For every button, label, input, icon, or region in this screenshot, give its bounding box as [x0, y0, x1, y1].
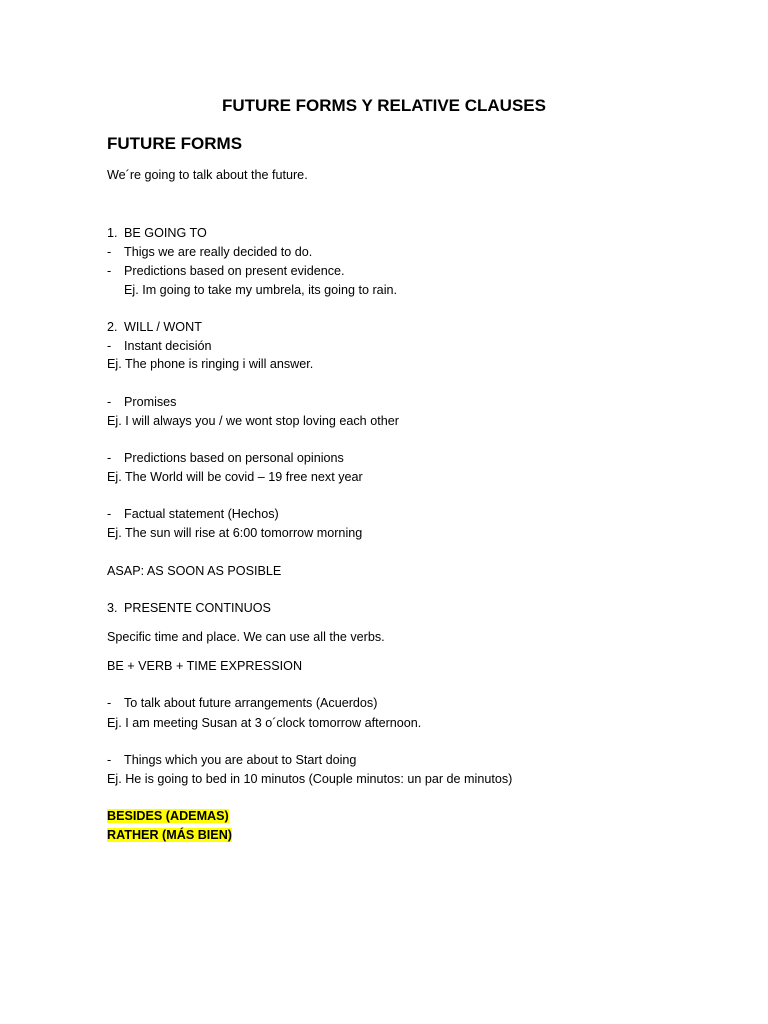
list-heading: WILL / WONT	[124, 320, 202, 334]
list-number: 2.	[107, 320, 118, 334]
bullet-dash: -	[107, 451, 112, 465]
asap-note: ASAP: AS SOON AS POSIBLE	[107, 564, 282, 578]
formula-text: BE + VERB + TIME EXPRESSION	[107, 659, 303, 673]
description-text: Specific time and place. We can use all the verbs.	[107, 630, 385, 644]
highlighted-term	[107, 808, 229, 824]
bullet-text: Instant decisión	[124, 339, 212, 353]
example-text: Ej. I am meeting Susan at 3 o´clock tomorrow afternoon.	[107, 716, 422, 730]
highlighted-term-text: BESIDES (ADEMAS)	[107, 809, 229, 823]
intro-text: We´re going to talk about the future.	[107, 168, 308, 182]
bullet-text: Things which you are about to Start doing	[124, 753, 357, 767]
example-text: Ej. I will always you / we wont stop loving each other	[107, 414, 399, 428]
bullet-text: Promises	[124, 395, 177, 409]
bullet-dash: -	[107, 339, 112, 353]
example-text: Ej. Im going to take my umbrela, its going to rain.	[124, 283, 397, 297]
bullet-dash: -	[107, 264, 112, 278]
list-number: 3.	[107, 601, 118, 615]
list-heading: BE GOING TO	[124, 226, 207, 240]
list-number: 1.	[107, 226, 118, 240]
highlighted-term	[107, 827, 232, 843]
list-heading: PRESENTE CONTINUOS	[124, 601, 271, 615]
bullet-text: Predictions based on personal opinions	[124, 451, 344, 465]
example-text: Ej. The sun will rise at 6:00 tomorrow morning	[107, 526, 363, 540]
section-heading: FUTURE FORMS	[107, 134, 243, 153]
highlighted-term-text: RATHER (MÁS BIEN)	[107, 828, 232, 842]
bullet-text: Thigs we are really decided to do.	[124, 245, 313, 259]
bullet-dash: -	[107, 245, 112, 259]
bullet-text: To talk about future arrangements (Acuerdos)	[124, 696, 378, 710]
bullet-dash: -	[107, 753, 112, 767]
bullet-dash: -	[107, 507, 112, 521]
example-text: Ej. The World will be covid – 19 free next year	[107, 470, 363, 484]
bullet-dash: -	[107, 395, 112, 409]
document-title: FUTURE FORMS Y RELATIVE CLAUSES	[222, 96, 546, 115]
example-text: Ej. The phone is ringing i will answer.	[107, 357, 314, 371]
example-text: Ej. He is going to bed in 10 minutos (Couple minutos: un par de minutos)	[107, 772, 513, 786]
bullet-dash: -	[107, 696, 112, 710]
bullet-text: Factual statement (Hechos)	[124, 507, 279, 521]
bullet-text: Predictions based on present evidence.	[124, 264, 345, 278]
